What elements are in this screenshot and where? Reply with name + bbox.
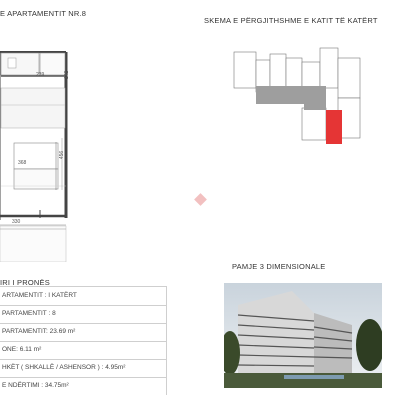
- dim-456: 456: [59, 150, 66, 160]
- info-row: [0, 341, 166, 360]
- info-row-text: HKËT ( SHKALLË / ASHENSOR ) : 4.95m²: [2, 364, 126, 371]
- info-row-text: ARTAMENTIT : I KATËRT: [2, 292, 77, 299]
- building-render: [224, 283, 382, 388]
- watermark-logo: [193, 192, 209, 208]
- plan-title: E APARTAMENTIT NR.8: [0, 9, 87, 18]
- info-row-text: ONE: 6.11 m²: [2, 346, 42, 353]
- floor-plan: [0, 30, 120, 262]
- scheme-title: SKEMA E PËRGJITHSHME E KATIT TË KATËRT: [204, 16, 378, 25]
- info-row: [0, 377, 166, 395]
- dim-330: 330: [12, 219, 21, 225]
- info-row: [0, 323, 166, 342]
- dim-368: 368: [18, 160, 27, 166]
- info-table: [0, 286, 167, 395]
- info-row: [0, 359, 166, 378]
- info-row: [0, 305, 166, 324]
- info-row-text: PARTAMENTIT: 23.69 m²: [2, 328, 76, 335]
- view3d-title: PAMJE 3 DIMENSIONALE: [232, 262, 326, 271]
- info-row-text: PARTAMENTIT : 8: [2, 310, 56, 317]
- floor-scheme: [228, 40, 368, 150]
- info-heading: IRI I PRONËS: [0, 278, 50, 287]
- info-row: [0, 287, 166, 306]
- info-row-text: E NDËRTIMI : 34.75m²: [2, 382, 69, 389]
- dim-142: 142: [64, 70, 71, 80]
- dim-239: 239: [36, 72, 45, 78]
